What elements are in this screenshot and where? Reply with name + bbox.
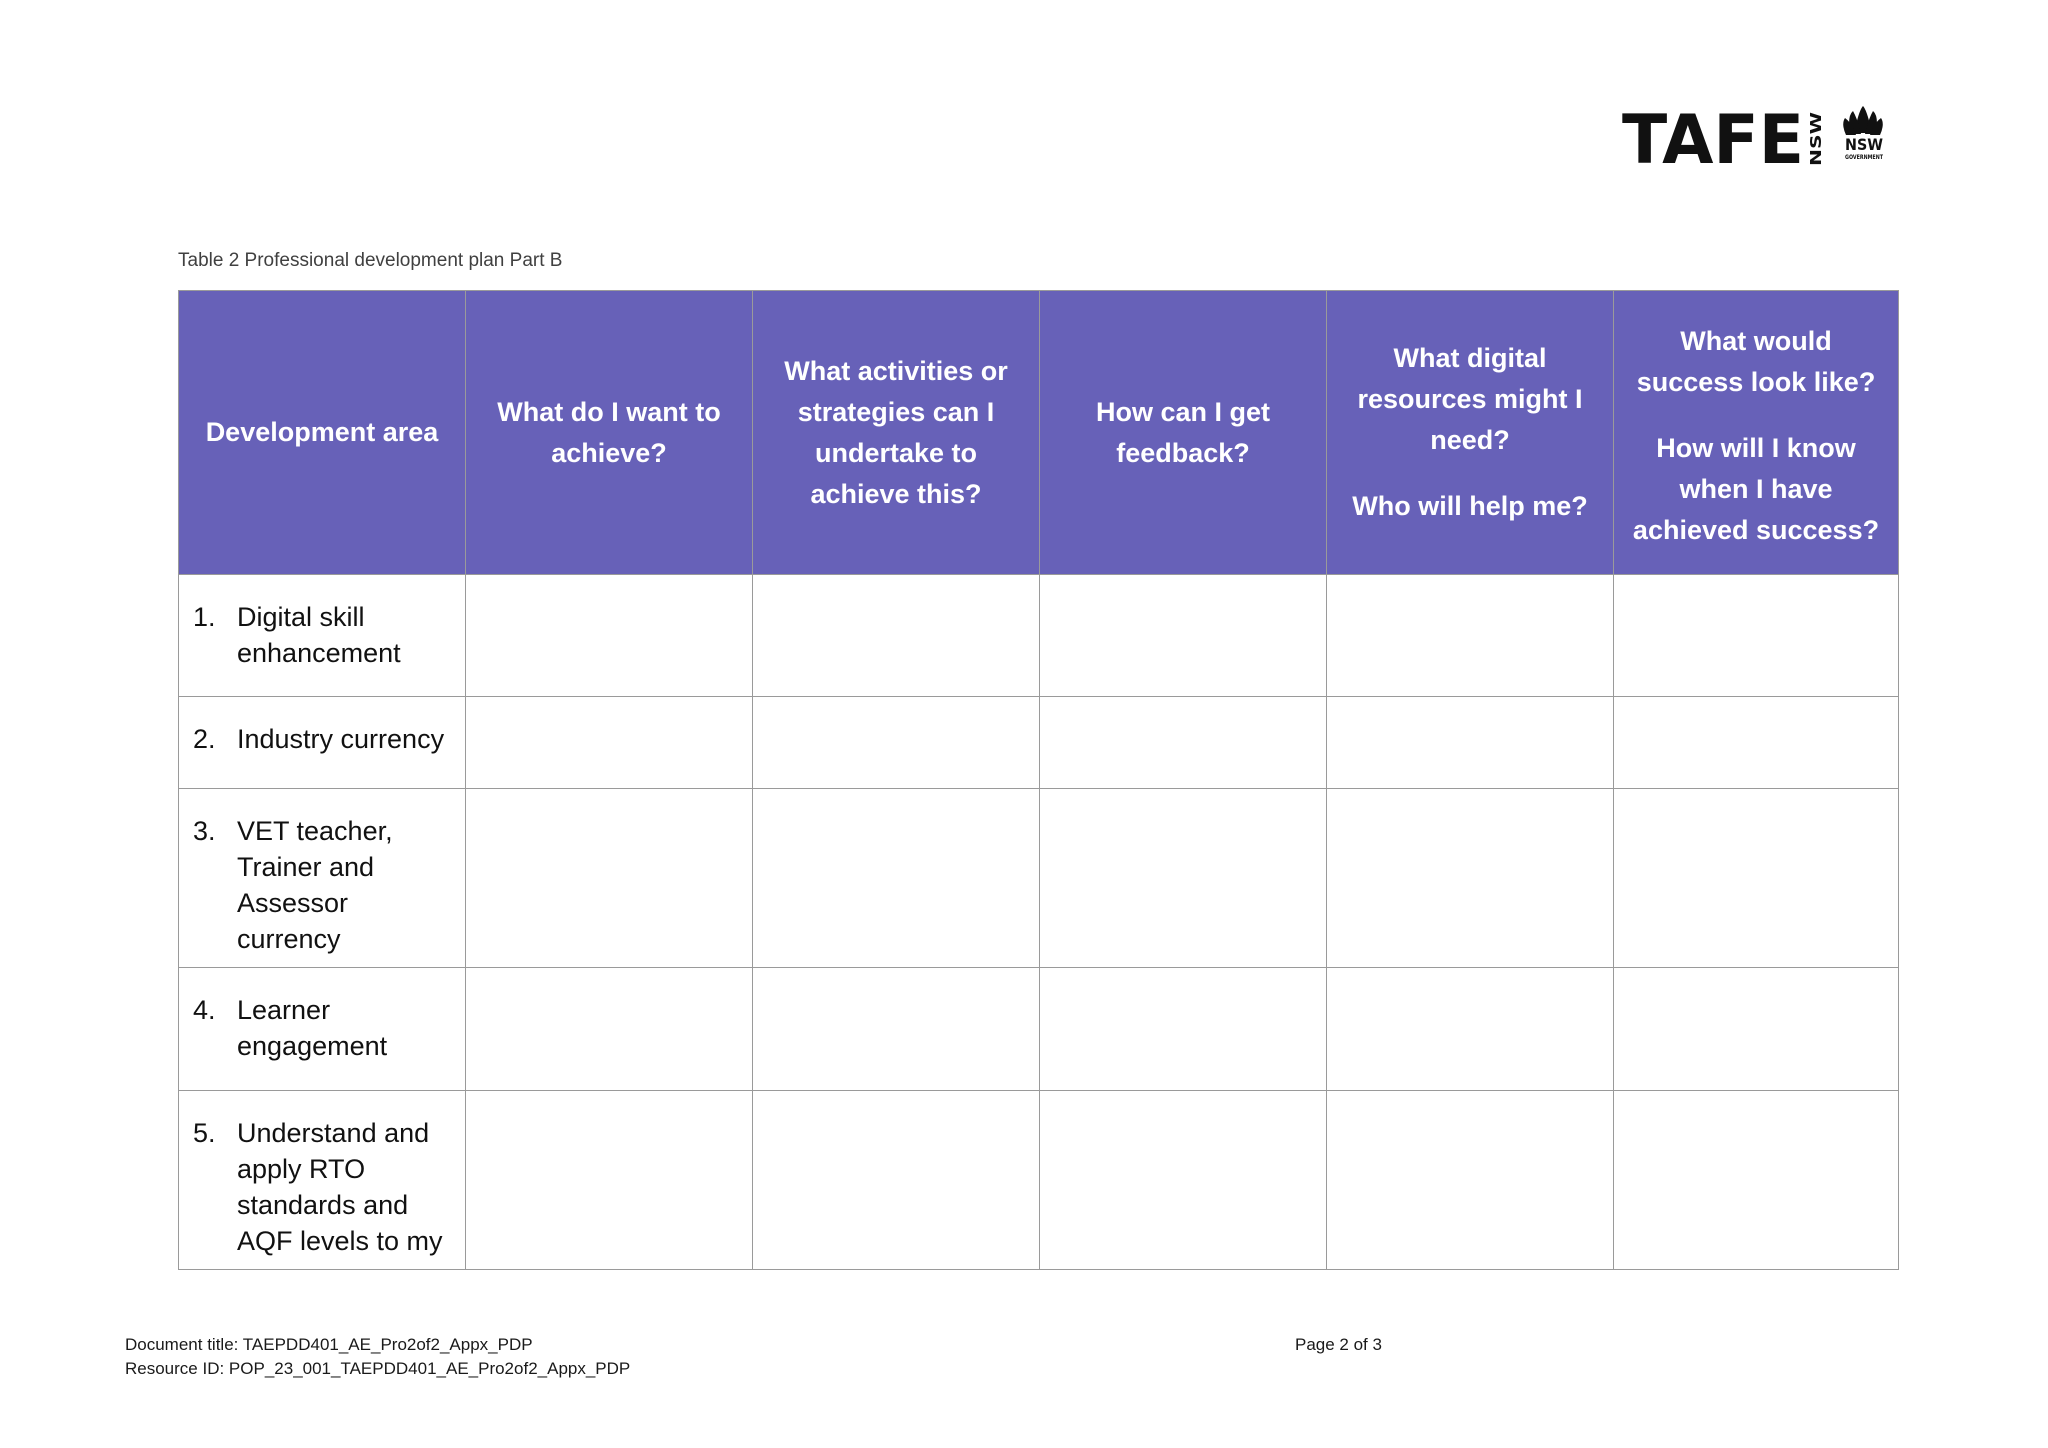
table-row: [179, 789, 1899, 968]
table-cell[interactable]: [1327, 1091, 1614, 1270]
logo-sub: NSW: [1807, 126, 1825, 166]
table-cell[interactable]: [1614, 789, 1899, 968]
header-text: What would success look like?: [1636, 325, 1876, 397]
item-number: 2.: [193, 724, 216, 754]
table-row: [179, 1091, 1899, 1270]
table-cell[interactable]: [753, 1091, 1040, 1270]
item-number: 4.: [193, 995, 216, 1025]
development-area-cell: [179, 968, 466, 1091]
logo-wordmark: TAFE: [1622, 106, 1804, 168]
logo-gov-top: NSW: [1845, 135, 1884, 154]
item-label: Digital skill enhancement: [237, 602, 401, 668]
development-area-cell: [179, 697, 466, 789]
table-cell[interactable]: [1040, 697, 1327, 789]
header-text: What do I want to achieve?: [497, 396, 721, 468]
table-cell[interactable]: [1327, 789, 1614, 968]
table-row: [179, 968, 1899, 1091]
table-cell[interactable]: [753, 697, 1040, 789]
tafe-nsw-logo-graphic: [1622, 106, 1900, 168]
header-activities-strategies: [753, 291, 1040, 575]
table-cell[interactable]: [466, 1091, 753, 1270]
table-cell[interactable]: [1614, 968, 1899, 1091]
table-cell[interactable]: [1614, 575, 1899, 697]
table-cell[interactable]: [1040, 789, 1327, 968]
footer-document-title: Document title: TAEPDD401_AE_Pro2of2_Appx_PDP: [125, 1335, 533, 1354]
header-text: What activities or strategies can I undertake to achieve this?: [784, 355, 1008, 509]
table-cell[interactable]: [753, 575, 1040, 697]
header-want-to-achieve: [466, 291, 753, 575]
item-number: 1.: [193, 602, 216, 632]
table-cell[interactable]: [466, 789, 753, 968]
footer-resource-id: Resource ID: POP_23_001_TAEPDD401_AE_Pro2of2_Appx_PDP: [125, 1359, 631, 1378]
table-cell[interactable]: [1040, 968, 1327, 1091]
development-area-item: [193, 992, 455, 1064]
table-cell[interactable]: [466, 575, 753, 697]
item-label: Understand and apply RTO standards and AQF levels to my: [237, 1118, 443, 1256]
item-number: 5.: [193, 1118, 216, 1148]
table-cell[interactable]: [1614, 697, 1899, 789]
table-cell[interactable]: [1327, 968, 1614, 1091]
development-area-cell: [179, 575, 466, 697]
table-cell[interactable]: [753, 968, 1040, 1091]
development-area-item: [193, 721, 455, 757]
logo-gov-bottom: GOVERNMENT: [1845, 154, 1884, 161]
table-cell[interactable]: [753, 789, 1040, 968]
table-cell[interactable]: [1327, 697, 1614, 789]
header-text: How can I get feedback?: [1095, 396, 1271, 468]
header-text: What digital resources might I need?: [1357, 343, 1583, 455]
footer-page-number: Page 2 of 3: [1295, 1335, 1382, 1354]
footer-document-info: [125, 1333, 630, 1381]
header-success: [1614, 291, 1899, 575]
table-cell[interactable]: [1327, 575, 1614, 697]
development-area-item: [193, 813, 455, 957]
waratah-icon: [1843, 106, 1883, 135]
table-cell[interactable]: [466, 697, 753, 789]
development-area-cell: [179, 789, 466, 968]
table-cell[interactable]: [466, 968, 753, 1091]
header-text: How will I know when I have achieved success?: [1632, 432, 1880, 545]
table-cell[interactable]: [1040, 575, 1327, 697]
professional-development-plan-table: [178, 290, 1899, 1270]
development-area-item: [193, 599, 455, 671]
header-text: Development area: [205, 417, 439, 447]
item-number: 3.: [193, 816, 216, 846]
header-development-area: [179, 291, 466, 575]
header-text: Who will help me?: [1352, 491, 1588, 521]
table-row: [179, 697, 1899, 789]
header-digital-resources: [1327, 291, 1614, 575]
item-label: Industry currency: [237, 724, 445, 754]
table-cell[interactable]: [1614, 1091, 1899, 1270]
table-header-row: [179, 291, 1899, 575]
item-label: Learner engagement: [237, 995, 388, 1061]
table-row: [179, 575, 1899, 697]
development-area-cell: [179, 1091, 466, 1270]
development-area-item: [193, 1115, 455, 1259]
header-feedback: [1040, 291, 1327, 575]
item-label: VET teacher, Trainer and Assessor currency: [237, 816, 393, 954]
tafe-nsw-logo: [1622, 106, 1900, 168]
table-cell[interactable]: [1040, 1091, 1327, 1270]
table-caption: Table 2 Professional development plan Part B: [178, 250, 563, 271]
